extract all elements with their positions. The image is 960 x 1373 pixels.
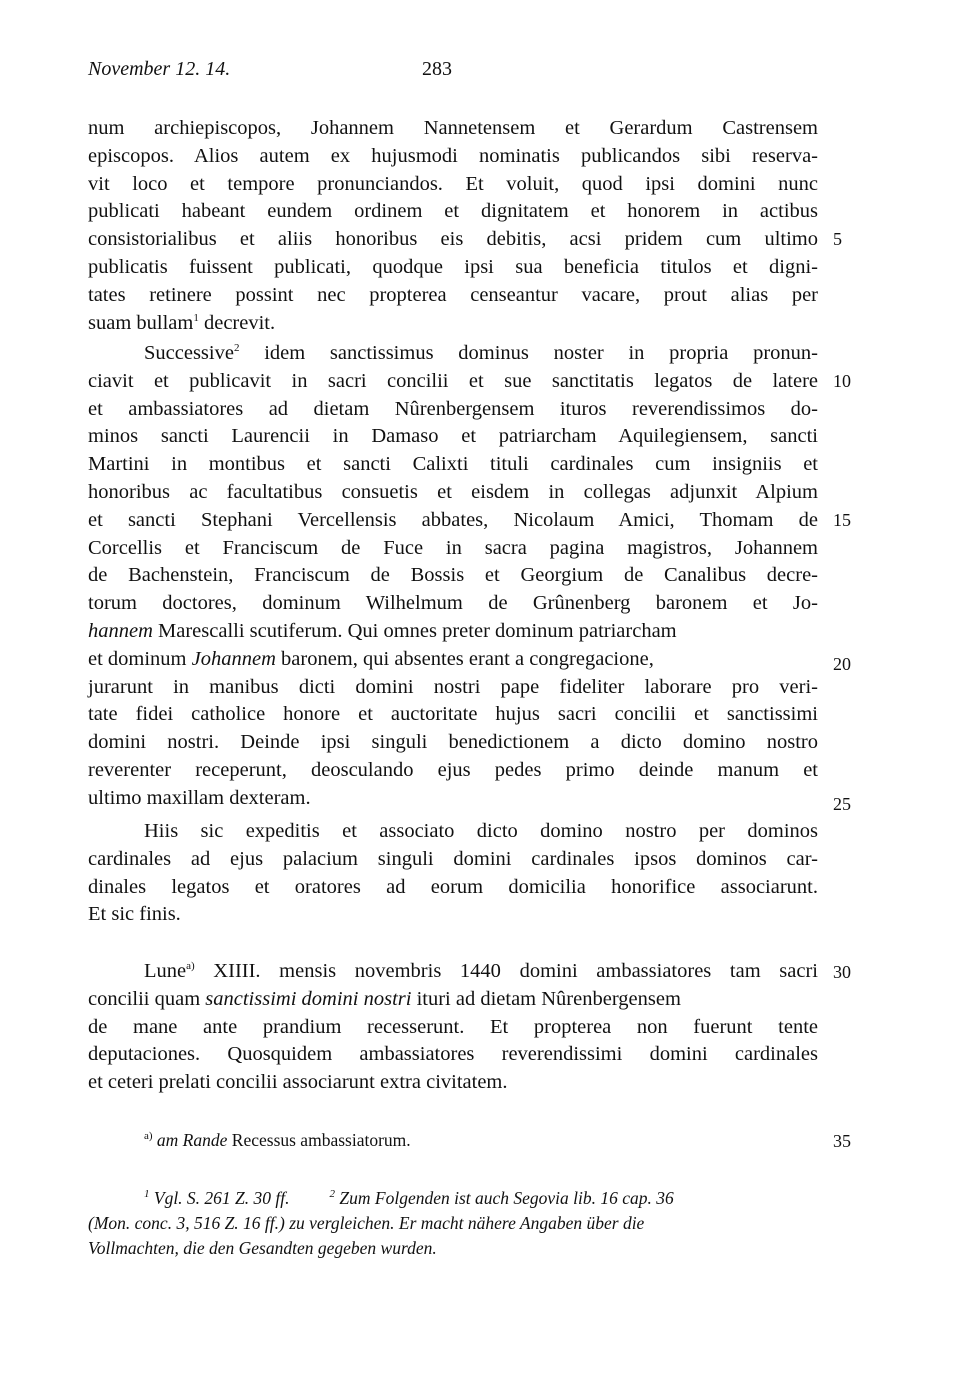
paragraph-2 [88,340,818,813]
text-line: Corcellis et Franciscum de Fuce in sacra pagina magistros, Johannem [88,536,818,559]
note-line [144,1128,818,1153]
note-segment: Vgl. S. 261 Z. 30 ff. [149,1188,290,1208]
line-number: 10 [833,371,851,391]
text-line [88,646,818,674]
text-segment: et dominum [88,647,192,670]
text-segment: Marescalli scutiferum. Qui omnes preter dominum patriarcham [152,619,677,642]
text-line: ciavit et publicavit in sacri concilii et sue sanctitatis legatos de latere [88,369,818,392]
text-line: publicati habeant eundem ordinem et dignitatem et honorem in actibus [88,200,818,223]
line-number: 20 [833,654,851,674]
text-line: Et sic finis. [88,903,181,926]
text-segment: hannem [88,619,153,642]
text-line: ultimo maxillam dexteram. [88,786,311,809]
text-segment: concilii quam [88,987,206,1010]
text-line [88,340,818,368]
text-line: domini nostri. Deinde ipsi singuli benedictionem a dicto domino nostro [88,731,818,754]
text-line: num archiepiscopos, Johannem Nannetensem et Gerardum Castrensem [88,117,818,139]
text-line: jurarunt in manibus dicti domini nostri pape fideliter laborare pro veri- [88,675,818,698]
text-line: et sancti Stephani Vercellensis abbates, Nicolaum Amici, Thomam de [88,508,818,531]
text-line [88,958,818,986]
text-line: Hiis sic expeditis et associato dicto domino nostro per dominos [144,820,818,842]
text-segment: ituri ad dietam Nûrenbergensem [411,987,681,1010]
text-segment: idem sanctissimus dominus noster in propria pronun- [239,342,818,364]
text-line: Martini in montibus et sancti Calixti tituli cardinales cum insigniis et [88,453,818,476]
paragraph-1 [88,115,818,337]
text-line: de Bachenstein, Franciscum de Bossis et Georgium de Canalibus decre- [88,564,818,587]
note-marker: a) [144,1130,153,1143]
text-line: reverenter receperunt, deosculando ejus pedes primo deinde manum et [88,758,818,781]
apparatus-note [88,1128,818,1153]
line-number: 25 [833,794,851,814]
note-segment: Recessus ambassiatorum. [227,1130,411,1150]
text-line: honoribus ac facultatibus consuetis et eisdem in collegas adjunxit Alpium [88,480,818,503]
page-number: 283 [422,58,452,80]
note-line: Vollmachten, die den Gesandten gegeben wurden. [88,1238,437,1258]
text-line: consistorialibus et aliis honoribus eis debitis, acsi pridem cum ultimo [88,228,818,251]
paragraph-3 [88,818,818,929]
paragraph-4 [88,958,818,1097]
page-header [88,58,816,88]
text-segment: baronem, qui absentes erant a congregacione, [275,647,654,670]
text-line: et ceteri prelati concilii associarunt extra civitatem. [88,1071,508,1094]
footnote-marker: 1 [193,311,199,324]
text-segment: Lune [144,960,187,982]
footnotes [88,1186,818,1261]
note-segment: Zum Folgenden ist auch Segovia lib. 16 cap. 36 [335,1188,674,1208]
line-number: 30 [833,962,851,982]
text-line [88,618,818,646]
line-number: 15 [833,510,851,530]
note-marker: 1 [144,1188,150,1201]
text-line: minos sancti Laurencii in Damaso et patriarcham Aquilegiensem, sancti [88,425,818,448]
text-line: dinales legatos et oratores ad eorum domicilia honorifice associarunt. [88,875,818,898]
text-line: tate fidei catholice honore et auctoritate hujus sacri concilii et sanctissimi [88,703,818,726]
text-segment: Successive [144,342,234,364]
note-marker: 2 [329,1188,336,1201]
text-line [88,986,818,1014]
running-title: November 12. 14. [88,58,231,80]
line-number: 35 [833,1131,851,1151]
note-segment: am Rande [152,1130,228,1150]
text-line: et ambassiatores ad dietam Nûrenbergensem ituros reverendissimos do- [88,397,818,420]
text-segment: suam bullam [88,311,194,334]
text-segment: decrevit. [198,311,276,334]
text-line: de mane ante prandium recesserunt. Et propterea non fuerunt tente [88,1015,818,1038]
footnote-marker: 2 [233,342,240,355]
text-line: episcopos. Alios autem ex hujusmodi nominatis publicandos sibi reserva- [88,144,818,167]
text-line: torum doctores, dominum Wilhelmum de Grûnenberg baronem et Jo- [88,592,818,615]
text-segment: sanctissimi domini nostri [205,987,412,1010]
line-number: 5 [833,229,842,249]
text-line: cardinales ad ejus palacium singuli domini cardinales ipsos dominos car- [88,847,818,870]
footnote-marker: a) [186,960,195,973]
text-segment: Johannem [191,647,276,670]
text-line [88,310,818,338]
text-line: publicatis fuissent publicati, quodque ipsi sua beneficia titulos et digni- [88,255,818,278]
text-line: deputaciones. Quosquidem ambassiatores reverendissimi domini cardinales [88,1043,818,1066]
text-segment: XIIII. mensis novembris 1440 domini ambassiatores tam sacri [194,960,818,982]
note-line [88,1186,818,1211]
note-line: (Mon. conc. 3, 516 Z. 16 ff.) zu vergleichen. Er macht nähere Angaben über die [88,1213,645,1233]
text-line: tates retinere possint nec propterea censeantur vacare, prout alias per [88,283,818,306]
text-line: vit loco et tempore pronunciandos. Et voluit, quod ipsi domini nunc [88,172,818,195]
